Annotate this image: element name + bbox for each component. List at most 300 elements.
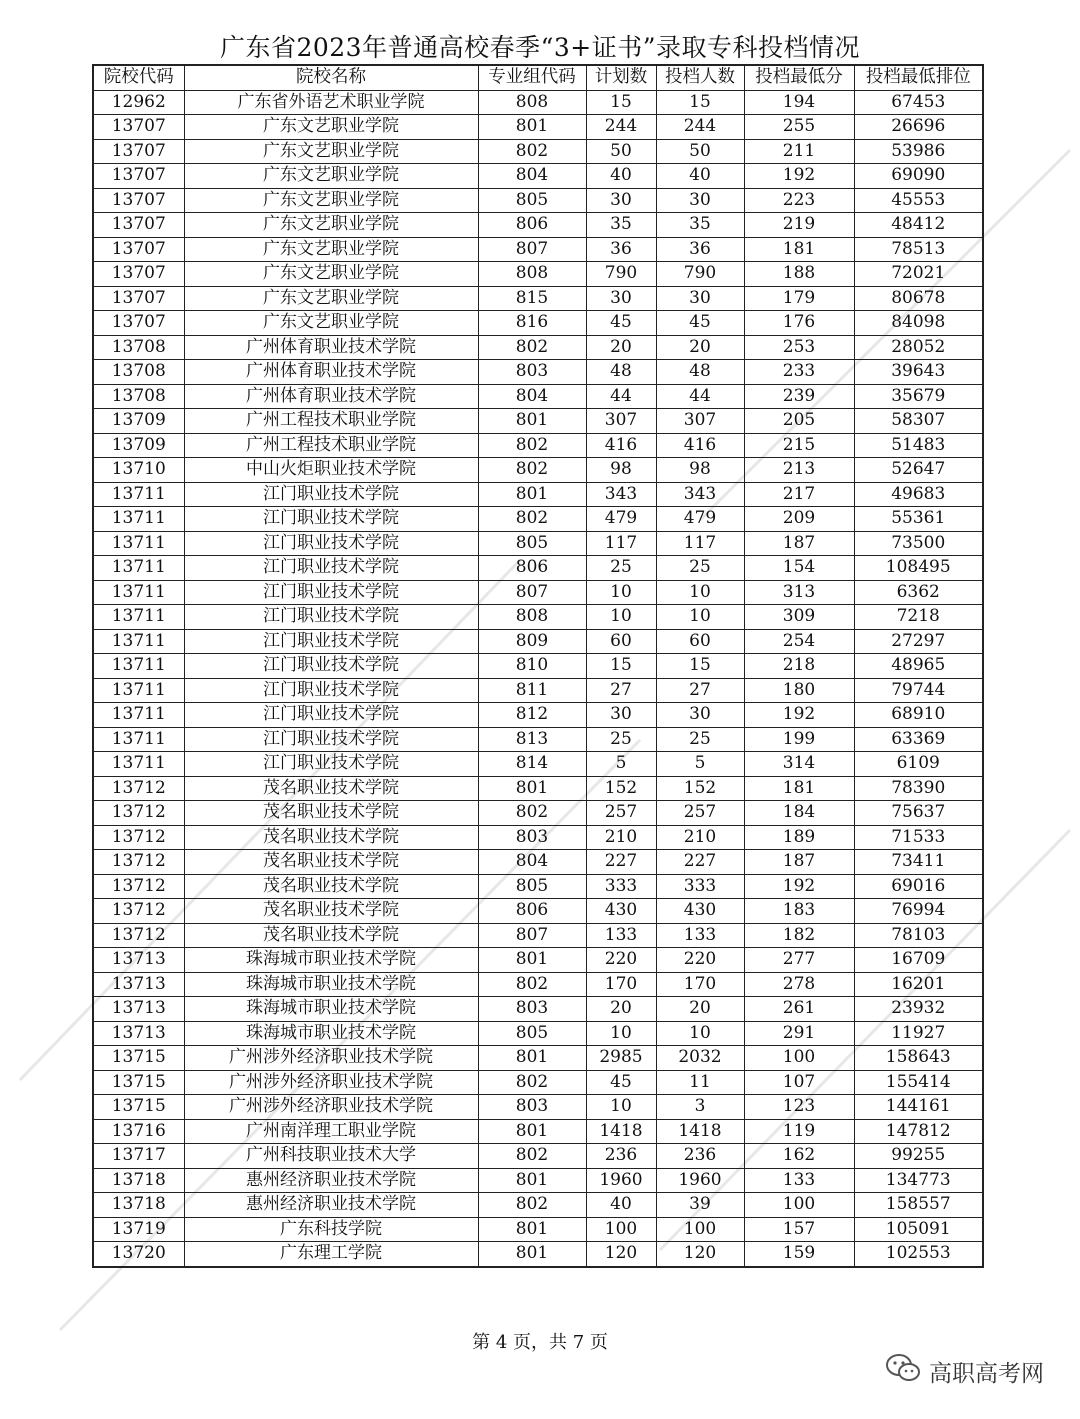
page-indicator: 第 4 页，共 7 页 [472, 1332, 608, 1353]
school-code-cell: 13715 [93, 1046, 184, 1071]
school-name-cell: 广东文艺职业学院 [184, 139, 478, 164]
school-code-cell: 13719 [93, 1217, 184, 1242]
school-code-cell: 13710 [93, 458, 184, 483]
min-score-cell: 278 [744, 972, 854, 997]
admitted-count-cell: 25 [656, 727, 744, 752]
table-body [93, 90, 983, 1267]
plan-count-cell: 40 [586, 164, 656, 189]
header-plan-count: 计划数 [586, 65, 656, 90]
min-rank-cell: 84098 [854, 311, 983, 336]
table-row [93, 262, 983, 287]
wechat-signature [885, 1354, 1044, 1388]
admitted-count-cell: 479 [656, 507, 744, 532]
table-row [93, 335, 983, 360]
plan-count-cell: 10 [586, 605, 656, 630]
admitted-count-cell: 416 [656, 433, 744, 458]
school-code-cell: 13709 [93, 409, 184, 434]
admitted-count-cell: 10 [656, 605, 744, 630]
admitted-count-cell: 117 [656, 531, 744, 556]
school-code-cell: 13715 [93, 1095, 184, 1120]
school-code-cell: 13709 [93, 433, 184, 458]
plan-count-cell: 44 [586, 384, 656, 409]
school-name-cell: 广东文艺职业学院 [184, 115, 478, 140]
table-row [93, 213, 983, 238]
group-code-cell: 803 [478, 997, 586, 1022]
plan-count-cell: 25 [586, 727, 656, 752]
table-row [93, 678, 983, 703]
school-code-cell: 13711 [93, 556, 184, 581]
plan-count-cell: 1418 [586, 1119, 656, 1144]
group-code-cell: 801 [478, 1242, 586, 1267]
admitted-count-cell: 2032 [656, 1046, 744, 1071]
plan-count-cell: 15 [586, 654, 656, 679]
table-row [93, 409, 983, 434]
plan-count-cell: 30 [586, 188, 656, 213]
min-score-cell: 100 [744, 1193, 854, 1218]
school-code-cell: 13713 [93, 972, 184, 997]
min-rank-cell: 73500 [854, 531, 983, 556]
group-code-cell: 801 [478, 1217, 586, 1242]
group-code-cell: 811 [478, 678, 586, 703]
min-rank-cell: 6109 [854, 752, 983, 777]
school-name-cell: 珠海城市职业技术学院 [184, 997, 478, 1022]
plan-count-cell: 48 [586, 360, 656, 385]
school-code-cell: 13711 [93, 531, 184, 556]
min-rank-cell: 108495 [854, 556, 983, 581]
plan-count-cell: 244 [586, 115, 656, 140]
school-code-cell: 13713 [93, 948, 184, 973]
plan-count-cell: 10 [586, 1021, 656, 1046]
min-score-cell: 123 [744, 1095, 854, 1120]
plan-count-cell: 117 [586, 531, 656, 556]
admitted-count-cell: 48 [656, 360, 744, 385]
group-code-cell: 803 [478, 1095, 586, 1120]
plan-count-cell: 333 [586, 874, 656, 899]
admitted-count-cell: 50 [656, 139, 744, 164]
table-row [93, 752, 983, 777]
school-code-cell: 13708 [93, 384, 184, 409]
header-min-score: 投档最低分 [744, 65, 854, 90]
min-score-cell: 194 [744, 90, 854, 115]
school-name-cell: 广州科技职业技术大学 [184, 1144, 478, 1169]
admitted-count-cell: 98 [656, 458, 744, 483]
school-code-cell: 13708 [93, 335, 184, 360]
group-code-cell: 802 [478, 139, 586, 164]
table-row [93, 1217, 983, 1242]
min-rank-cell: 155414 [854, 1070, 983, 1095]
admitted-count-cell: 30 [656, 188, 744, 213]
min-score-cell: 187 [744, 850, 854, 875]
school-name-cell: 广东文艺职业学院 [184, 286, 478, 311]
school-name-cell: 江门职业技术学院 [184, 629, 478, 654]
plan-count-cell: 257 [586, 801, 656, 826]
group-code-cell: 801 [478, 115, 586, 140]
school-name-cell: 茂名职业技术学院 [184, 899, 478, 924]
min-rank-cell: 78390 [854, 776, 983, 801]
min-rank-cell: 68910 [854, 703, 983, 728]
min-score-cell: 189 [744, 825, 854, 850]
admitted-count-cell: 430 [656, 899, 744, 924]
table-row [93, 580, 983, 605]
plan-count-cell: 35 [586, 213, 656, 238]
plan-count-cell: 120 [586, 1242, 656, 1267]
school-code-cell: 13707 [93, 188, 184, 213]
plan-count-cell: 152 [586, 776, 656, 801]
school-name-cell: 茂名职业技术学院 [184, 776, 478, 801]
min-score-cell: 261 [744, 997, 854, 1022]
school-name-cell: 江门职业技术学院 [184, 556, 478, 581]
min-score-cell: 213 [744, 458, 854, 483]
school-name-cell: 惠州经济职业技术学院 [184, 1168, 478, 1193]
school-code-cell: 13713 [93, 1021, 184, 1046]
plan-count-cell: 170 [586, 972, 656, 997]
admitted-count-cell: 25 [656, 556, 744, 581]
group-code-cell: 810 [478, 654, 586, 679]
group-code-cell: 808 [478, 90, 586, 115]
school-name-cell: 珠海城市职业技术学院 [184, 972, 478, 997]
plan-count-cell: 307 [586, 409, 656, 434]
min-score-cell: 119 [744, 1119, 854, 1144]
admitted-count-cell: 790 [656, 262, 744, 287]
school-name-cell: 江门职业技术学院 [184, 752, 478, 777]
min-rank-cell: 105091 [854, 1217, 983, 1242]
min-score-cell: 181 [744, 237, 854, 262]
min-score-cell: 162 [744, 1144, 854, 1169]
group-code-cell: 805 [478, 188, 586, 213]
min-rank-cell: 16201 [854, 972, 983, 997]
group-code-cell: 805 [478, 1021, 586, 1046]
min-rank-cell: 23932 [854, 997, 983, 1022]
min-rank-cell: 39643 [854, 360, 983, 385]
min-score-cell: 192 [744, 874, 854, 899]
min-rank-cell: 52647 [854, 458, 983, 483]
group-code-cell: 803 [478, 360, 586, 385]
group-code-cell: 806 [478, 556, 586, 581]
school-code-cell: 13711 [93, 482, 184, 507]
admitted-count-cell: 257 [656, 801, 744, 826]
plan-count-cell: 1960 [586, 1168, 656, 1193]
min-rank-cell: 11927 [854, 1021, 983, 1046]
table-row [93, 654, 983, 679]
group-code-cell: 815 [478, 286, 586, 311]
min-score-cell: 309 [744, 605, 854, 630]
table-row [93, 188, 983, 213]
group-code-cell: 804 [478, 384, 586, 409]
min-rank-cell: 26696 [854, 115, 983, 140]
admitted-count-cell: 10 [656, 580, 744, 605]
min-score-cell: 184 [744, 801, 854, 826]
table-row [93, 948, 983, 973]
admitted-count-cell: 60 [656, 629, 744, 654]
group-code-cell: 801 [478, 776, 586, 801]
min-score-cell: 192 [744, 703, 854, 728]
plan-count-cell: 36 [586, 237, 656, 262]
table-row [93, 923, 983, 948]
table-row [93, 899, 983, 924]
school-name-cell: 茂名职业技术学院 [184, 825, 478, 850]
school-name-cell: 广州体育职业技术学院 [184, 360, 478, 385]
min-rank-cell: 147812 [854, 1119, 983, 1144]
group-code-cell: 807 [478, 923, 586, 948]
min-rank-cell: 7218 [854, 605, 983, 630]
min-score-cell: 180 [744, 678, 854, 703]
table-row [93, 1144, 983, 1169]
min-score-cell: 253 [744, 335, 854, 360]
group-code-cell: 801 [478, 1046, 586, 1071]
plan-count-cell: 100 [586, 1217, 656, 1242]
group-code-cell: 816 [478, 311, 586, 336]
min-rank-cell: 78513 [854, 237, 983, 262]
min-rank-cell: 69016 [854, 874, 983, 899]
group-code-cell: 801 [478, 1119, 586, 1144]
plan-count-cell: 27 [586, 678, 656, 703]
school-code-cell: 13712 [93, 874, 184, 899]
table-row [93, 531, 983, 556]
plan-count-cell: 45 [586, 311, 656, 336]
school-name-cell: 茂名职业技术学院 [184, 801, 478, 826]
min-rank-cell: 27297 [854, 629, 983, 654]
group-code-cell: 802 [478, 972, 586, 997]
table-row [93, 311, 983, 336]
school-code-cell: 13716 [93, 1119, 184, 1144]
table-row [93, 727, 983, 752]
table-row [93, 776, 983, 801]
admitted-count-cell: 120 [656, 1242, 744, 1267]
min-rank-cell: 51483 [854, 433, 983, 458]
table-row [93, 997, 983, 1022]
table-row [93, 384, 983, 409]
plan-count-cell: 45 [586, 1070, 656, 1095]
table-row [93, 1193, 983, 1218]
admitted-count-cell: 307 [656, 409, 744, 434]
group-code-cell: 802 [478, 1144, 586, 1169]
min-rank-cell: 78103 [854, 923, 983, 948]
admitted-count-cell: 1418 [656, 1119, 744, 1144]
school-name-cell: 广东文艺职业学院 [184, 311, 478, 336]
table-row [93, 1168, 983, 1193]
min-rank-cell: 58307 [854, 409, 983, 434]
min-rank-cell: 69090 [854, 164, 983, 189]
school-code-cell: 13708 [93, 360, 184, 385]
plan-count-cell: 790 [586, 262, 656, 287]
min-score-cell: 215 [744, 433, 854, 458]
table-row [93, 458, 983, 483]
table-row [93, 1095, 983, 1120]
admitted-count-cell: 20 [656, 335, 744, 360]
plan-count-cell: 5 [586, 752, 656, 777]
plan-count-cell: 98 [586, 458, 656, 483]
group-code-cell: 806 [478, 899, 586, 924]
min-score-cell: 199 [744, 727, 854, 752]
school-code-cell: 13707 [93, 311, 184, 336]
min-rank-cell: 75637 [854, 801, 983, 826]
admitted-count-cell: 220 [656, 948, 744, 973]
school-name-cell: 广州涉外经济职业技术学院 [184, 1070, 478, 1095]
header-school-code: 院校代码 [93, 65, 184, 90]
admitted-count-cell: 333 [656, 874, 744, 899]
min-rank-cell: 49683 [854, 482, 983, 507]
table-row [93, 874, 983, 899]
header-group-code: 专业组代码 [478, 65, 586, 90]
table-row [93, 1070, 983, 1095]
min-rank-cell: 102553 [854, 1242, 983, 1267]
school-name-cell: 江门职业技术学院 [184, 482, 478, 507]
min-rank-cell: 144161 [854, 1095, 983, 1120]
min-score-cell: 157 [744, 1217, 854, 1242]
group-code-cell: 802 [478, 1193, 586, 1218]
admitted-count-cell: 35 [656, 213, 744, 238]
plan-count-cell: 430 [586, 899, 656, 924]
table-row [93, 605, 983, 630]
table-row [93, 115, 983, 140]
school-name-cell: 广东文艺职业学院 [184, 164, 478, 189]
table-row [93, 703, 983, 728]
school-code-cell: 13707 [93, 286, 184, 311]
admitted-count-cell: 27 [656, 678, 744, 703]
group-code-cell: 802 [478, 335, 586, 360]
school-name-cell: 广州工程技术职业学院 [184, 433, 478, 458]
table-row [93, 164, 983, 189]
min-rank-cell: 158643 [854, 1046, 983, 1071]
school-name-cell: 茂名职业技术学院 [184, 923, 478, 948]
plan-count-cell: 479 [586, 507, 656, 532]
group-code-cell: 801 [478, 482, 586, 507]
school-code-cell: 13713 [93, 997, 184, 1022]
table-row [93, 482, 983, 507]
min-rank-cell: 134773 [854, 1168, 983, 1193]
min-rank-cell: 99255 [854, 1144, 983, 1169]
school-name-cell: 江门职业技术学院 [184, 727, 478, 752]
admitted-count-cell: 152 [656, 776, 744, 801]
admitted-count-cell: 10 [656, 1021, 744, 1046]
plan-count-cell: 20 [586, 997, 656, 1022]
plan-count-cell: 15 [586, 90, 656, 115]
table-row [93, 1119, 983, 1144]
min-score-cell: 183 [744, 899, 854, 924]
group-code-cell: 808 [478, 262, 586, 287]
school-code-cell: 13718 [93, 1193, 184, 1218]
min-score-cell: 211 [744, 139, 854, 164]
table-row [93, 1046, 983, 1071]
table-row [93, 801, 983, 826]
min-rank-cell: 16709 [854, 948, 983, 973]
min-score-cell: 181 [744, 776, 854, 801]
min-score-cell: 205 [744, 409, 854, 434]
group-code-cell: 801 [478, 948, 586, 973]
school-name-cell: 广东科技学院 [184, 1217, 478, 1242]
school-name-cell: 茂名职业技术学院 [184, 874, 478, 899]
min-score-cell: 182 [744, 923, 854, 948]
plan-count-cell: 30 [586, 286, 656, 311]
plan-count-cell: 60 [586, 629, 656, 654]
school-code-cell: 13707 [93, 115, 184, 140]
plan-count-cell: 343 [586, 482, 656, 507]
school-code-cell: 13717 [93, 1144, 184, 1169]
group-code-cell: 812 [478, 703, 586, 728]
school-code-cell: 13707 [93, 164, 184, 189]
group-code-cell: 809 [478, 629, 586, 654]
table-row [93, 237, 983, 262]
wechat-account-name: 高职高考网 [929, 1360, 1044, 1387]
min-score-cell: 217 [744, 482, 854, 507]
table-row [93, 507, 983, 532]
school-code-cell: 13712 [93, 801, 184, 826]
admitted-count-cell: 30 [656, 703, 744, 728]
min-score-cell: 314 [744, 752, 854, 777]
plan-count-cell: 10 [586, 1095, 656, 1120]
min-rank-cell: 45553 [854, 188, 983, 213]
school-code-cell: 13718 [93, 1168, 184, 1193]
table-row [93, 286, 983, 311]
admitted-count-cell: 227 [656, 850, 744, 875]
school-name-cell: 广州工程技术职业学院 [184, 409, 478, 434]
school-code-cell: 12962 [93, 90, 184, 115]
min-rank-cell: 76994 [854, 899, 983, 924]
min-score-cell: 277 [744, 948, 854, 973]
school-code-cell: 13711 [93, 605, 184, 630]
admitted-count-cell: 15 [656, 654, 744, 679]
school-name-cell: 珠海城市职业技术学院 [184, 948, 478, 973]
admitted-count-cell: 170 [656, 972, 744, 997]
min-score-cell: 313 [744, 580, 854, 605]
min-score-cell: 239 [744, 384, 854, 409]
group-code-cell: 801 [478, 409, 586, 434]
admitted-count-cell: 236 [656, 1144, 744, 1169]
admitted-count-cell: 133 [656, 923, 744, 948]
min-score-cell: 219 [744, 213, 854, 238]
min-score-cell: 192 [744, 164, 854, 189]
plan-count-cell: 416 [586, 433, 656, 458]
admitted-count-cell: 44 [656, 384, 744, 409]
admitted-count-cell: 1960 [656, 1168, 744, 1193]
group-code-cell: 808 [478, 605, 586, 630]
min-score-cell: 159 [744, 1242, 854, 1267]
school-name-cell: 广东文艺职业学院 [184, 188, 478, 213]
school-code-cell: 13712 [93, 776, 184, 801]
admitted-count-cell: 5 [656, 752, 744, 777]
group-code-cell: 805 [478, 874, 586, 899]
table-row [93, 360, 983, 385]
school-code-cell: 13711 [93, 580, 184, 605]
min-score-cell: 133 [744, 1168, 854, 1193]
group-code-cell: 807 [478, 237, 586, 262]
school-code-cell: 13711 [93, 703, 184, 728]
min-score-cell: 233 [744, 360, 854, 385]
admitted-count-cell: 15 [656, 90, 744, 115]
group-code-cell: 807 [478, 580, 586, 605]
admitted-count-cell: 210 [656, 825, 744, 850]
header-min-rank: 投档最低排位 [854, 65, 983, 90]
table-row [93, 90, 983, 115]
school-code-cell: 13720 [93, 1242, 184, 1267]
table-row [93, 629, 983, 654]
group-code-cell: 804 [478, 850, 586, 875]
table-row [93, 850, 983, 875]
admitted-count-cell: 20 [656, 997, 744, 1022]
group-code-cell: 802 [478, 801, 586, 826]
school-code-cell: 13712 [93, 923, 184, 948]
min-score-cell: 176 [744, 311, 854, 336]
school-name-cell: 江门职业技术学院 [184, 678, 478, 703]
table-row [93, 1242, 983, 1267]
school-code-cell: 13707 [93, 139, 184, 164]
school-name-cell: 广州南洋理工职业学院 [184, 1119, 478, 1144]
min-score-cell: 218 [744, 654, 854, 679]
min-rank-cell: 35679 [854, 384, 983, 409]
plan-count-cell: 50 [586, 139, 656, 164]
school-code-cell: 13712 [93, 850, 184, 875]
min-rank-cell: 28052 [854, 335, 983, 360]
